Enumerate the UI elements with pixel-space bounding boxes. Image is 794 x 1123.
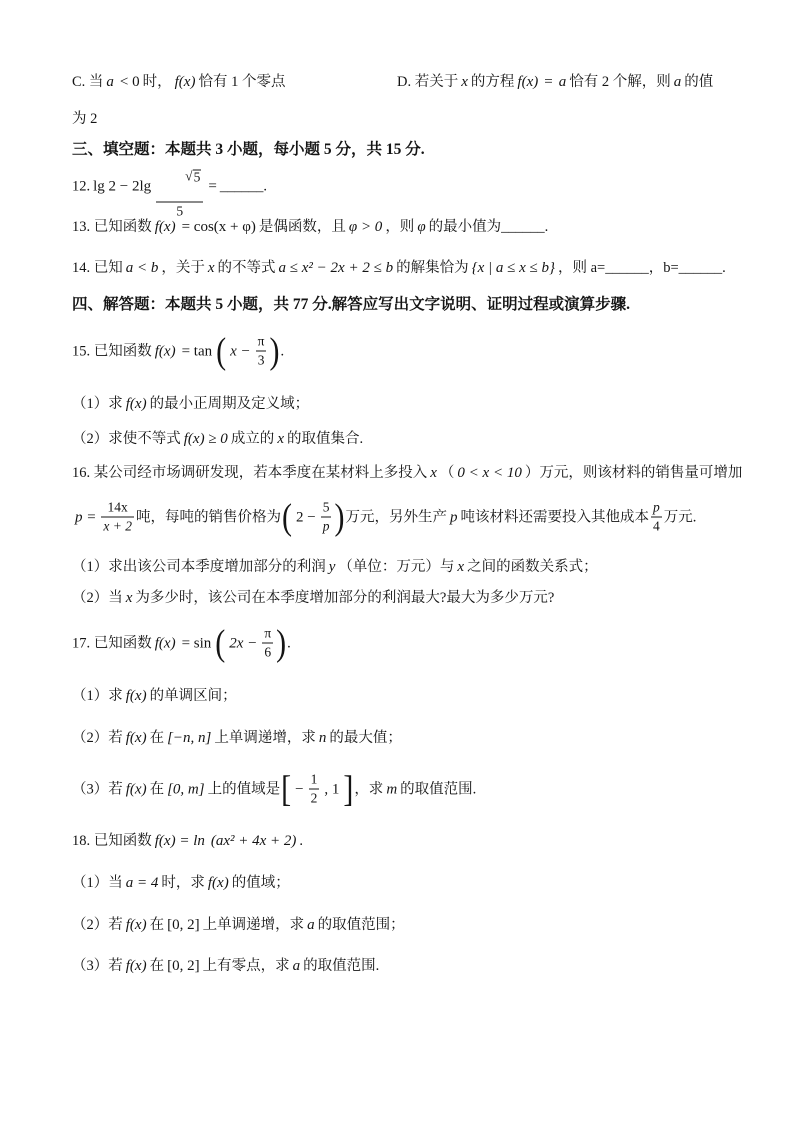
math-function: f(x)	[517, 74, 539, 90]
question-text: 恰有 1 个零点	[198, 74, 286, 90]
math-var-a: a	[307, 917, 315, 933]
fraction-denominator: 5	[176, 203, 184, 219]
question-text: 的不等式	[217, 260, 276, 276]
big-left-paren: (	[216, 329, 227, 371]
math-var-phi: φ	[417, 219, 426, 235]
part-label: （1）求	[72, 396, 123, 412]
question-text: 在	[149, 781, 165, 797]
math-var-x: x	[457, 559, 465, 575]
part-label: （1）当	[72, 875, 123, 891]
fraction	[651, 500, 662, 535]
math-condition: a < b	[125, 260, 159, 276]
math-set: {x | a ≤ x ≤ b}	[471, 260, 555, 276]
question-text: 上有零点，求	[202, 958, 290, 974]
part-label: （2）求使不等式	[72, 431, 181, 447]
part-label: （1）求出该公司本季度增加部分的利润	[72, 559, 326, 575]
math-expression: = tan	[181, 343, 213, 359]
math-expression: 2 −	[295, 509, 316, 525]
question-lead: 17. 已知函数	[72, 635, 152, 651]
option-c	[72, 72, 285, 92]
math-var-x: x	[461, 74, 468, 90]
question-text: 为 2	[72, 111, 98, 127]
answer-blank: ______	[605, 260, 649, 276]
answer-blank: ______	[219, 178, 264, 194]
option-c-label: C. 当	[72, 74, 104, 90]
math-operator: −	[295, 781, 304, 797]
fraction-numerator: 5	[321, 500, 332, 518]
question-16	[72, 463, 742, 483]
question-text: .	[299, 833, 304, 849]
question-text: 在	[149, 730, 165, 746]
radical-sign: √	[185, 168, 193, 184]
fraction-denominator: x + 2	[103, 518, 132, 534]
math-operator: =	[544, 74, 553, 90]
question-text: 的方程	[470, 74, 515, 90]
big-left-paren: (	[215, 621, 226, 663]
option-d-label: D. 若关于	[397, 74, 459, 90]
question-text: 上单调递增，求	[214, 730, 316, 746]
big-right-paren: )	[269, 329, 280, 371]
question-text: 的值	[684, 74, 714, 90]
math-range: 0 < x < 10	[457, 465, 522, 481]
part-label: （2）若	[72, 730, 123, 746]
question-text: 在	[149, 958, 165, 974]
math-expression: (ax² + 4x + 2)	[210, 833, 297, 849]
question-text: 万元，另外生产	[345, 509, 447, 525]
q15-part-1	[72, 394, 309, 414]
math-var-x: x	[430, 465, 437, 481]
part-label: （1）求	[72, 688, 123, 704]
q16-part-2	[72, 588, 554, 608]
math-function: f(x)	[154, 635, 176, 651]
math-expression: = sin	[181, 635, 212, 651]
part-label: （3）若	[72, 781, 123, 797]
question-text: ，b=	[648, 260, 679, 276]
question-text: 时，求	[161, 875, 205, 891]
question-text: 吨该材料还需要投入其他成本	[460, 509, 649, 525]
fraction	[309, 772, 320, 807]
part-label: （2）当	[72, 590, 123, 606]
q18-part-2	[72, 915, 405, 935]
question-text: .	[722, 260, 726, 276]
math-function: f(x)	[174, 74, 196, 90]
big-right-bracket: ]	[343, 767, 354, 809]
big-left-bracket: [	[281, 767, 292, 809]
question-text: 恰有 2 个解，则	[569, 74, 671, 90]
fraction	[256, 334, 267, 369]
question-18	[72, 831, 303, 851]
question-text: .	[287, 635, 291, 651]
math-condition: φ > 0	[348, 219, 383, 235]
question-17	[72, 621, 291, 663]
section-heading-answer	[72, 295, 630, 315]
question-text: 的最小值为	[428, 219, 502, 235]
question-lead: 15. 已知函数	[72, 343, 152, 359]
math-interval: [0, 2]	[167, 917, 200, 933]
question-text: 上的值域是	[207, 781, 281, 797]
math-expression: 2x −	[229, 635, 258, 651]
question-lead: 13. 已知函数	[72, 219, 152, 235]
question-text: 万元，则该材料的销售量可增加	[539, 465, 743, 481]
question-text: 为多少时，该公司在本季度增加部分的利润最大?最大为多少万元?	[135, 590, 555, 606]
answer-blank: ______	[678, 260, 723, 276]
math-inequality: a ≤ x² − 2x + 2 ≤ b	[278, 260, 394, 276]
q18-part-1	[72, 873, 290, 893]
math-var-n: n	[318, 730, 327, 746]
math-var-a: a	[106, 74, 114, 90]
square-root	[185, 169, 201, 185]
option-d-continuation	[72, 109, 97, 129]
q16-part-1	[72, 557, 598, 577]
question-text: 的解集恰为	[396, 260, 469, 276]
big-right-paren: )	[334, 495, 345, 537]
question-lead: 16. 某公司经市场调研发现，若本季度在某材料上多投入	[72, 465, 428, 481]
question-text: ）	[524, 465, 540, 481]
part-label: （3）若	[72, 958, 123, 974]
question-text: （	[439, 465, 455, 481]
math-expression: p =	[75, 509, 97, 525]
question-text: ，则	[385, 219, 415, 235]
question-text: 时，	[142, 74, 172, 90]
fraction-denominator: p	[322, 518, 330, 534]
math-function: f(x)	[154, 219, 176, 235]
answer-blank: ______	[501, 219, 545, 235]
question-text: .	[544, 219, 549, 235]
question-text: （单位：万元）与	[338, 559, 455, 575]
math-operator: =	[208, 178, 217, 194]
fraction-numerator	[156, 153, 203, 203]
question-text: 是偶函数，且	[258, 219, 346, 235]
question-text: 的最小正周期及定义域；	[149, 396, 310, 412]
fraction	[321, 500, 332, 535]
fraction-denominator: 2	[310, 790, 318, 806]
question-12	[72, 153, 267, 220]
question-text: 成立的	[230, 431, 275, 447]
question-text: .	[280, 343, 285, 359]
fraction-denominator: 6	[264, 644, 272, 660]
math-function: f(x)	[125, 958, 147, 974]
fraction	[262, 626, 273, 661]
math-function: f(x)	[125, 917, 147, 933]
fraction-denominator: 3	[257, 352, 265, 368]
math-var-m: m	[386, 781, 398, 797]
math-function: f(x)	[125, 688, 147, 704]
question-text: 在	[149, 917, 165, 933]
math-var-a: a	[292, 958, 301, 974]
question-text: 吨，每吨的销售价格为	[135, 509, 281, 525]
question-text: .	[263, 178, 267, 194]
math-var-y: y	[328, 559, 336, 575]
math-expression: lg 2 − 2lg	[93, 178, 152, 194]
option-d	[397, 72, 713, 92]
part-label: （2）若	[72, 917, 123, 933]
fraction-numerator: π	[256, 334, 267, 352]
fraction	[156, 153, 203, 220]
math-interval: [0, 2]	[167, 958, 200, 974]
math-function: f(x)	[125, 396, 147, 412]
math-interval: [0, m]	[167, 781, 205, 797]
question-text: ，关于	[161, 260, 205, 276]
section-heading-text: 三、填空题：本题共 3 小题，每小题 5 分，共 15 分.	[72, 141, 425, 158]
radicand: 5	[193, 169, 201, 185]
question-text: 万元.	[663, 509, 697, 525]
math-var-a: a	[673, 74, 682, 90]
math-expression: x −	[230, 343, 251, 359]
math-condition: a = 4	[125, 875, 159, 891]
math-var-x: x	[207, 260, 215, 276]
math-interval: [−n, n]	[167, 730, 212, 746]
math-function: f(x)	[207, 875, 229, 891]
fraction-numerator: 1	[309, 772, 320, 790]
section-heading-text: 四、解答题：本题共 5 小题，共 77 分.解答应写出文字说明、证明过程或演算步骤.	[72, 296, 631, 313]
question-13	[72, 217, 548, 237]
math-function: f(x)	[125, 730, 147, 746]
question-text: 上单调递增，求	[202, 917, 305, 933]
q18-part-3	[72, 956, 379, 976]
q17-part-3	[72, 767, 477, 809]
question-16-continued	[72, 495, 697, 537]
math-inequality: f(x) ≥ 0	[183, 431, 228, 447]
question-text: 的最大值；	[329, 730, 402, 746]
question-lead: 18. 已知函数	[72, 833, 152, 849]
fraction-denominator: 4	[652, 518, 660, 534]
math-var-a: a	[558, 74, 567, 90]
fraction-numerator: π	[262, 626, 273, 644]
math-expression: = cos(x + φ)	[181, 219, 256, 235]
question-text: 的取值范围；	[317, 917, 405, 933]
fraction	[101, 500, 134, 535]
fraction-numerator: p	[651, 500, 662, 518]
question-text: 的取值集合.	[286, 431, 364, 447]
question-lead: 14. 已知	[72, 260, 123, 276]
math-function: f(x)	[125, 781, 147, 797]
question-text: 的单调区间；	[149, 688, 237, 704]
math-condition: < 0	[119, 74, 140, 90]
math-var-x: x	[125, 590, 133, 606]
question-15	[72, 329, 285, 371]
q15-part-2	[72, 429, 363, 449]
question-text: 的取值范围.	[303, 958, 380, 974]
math-expression: , 1	[324, 781, 340, 797]
q17-part-2	[72, 728, 402, 748]
question-text: 之间的函数关系式；	[467, 559, 598, 575]
q17-part-1	[72, 686, 237, 706]
math-function: f(x) = ln	[154, 833, 205, 849]
big-left-paren: (	[281, 495, 292, 537]
math-var-p: p	[449, 509, 458, 525]
math-var-x: x	[277, 431, 284, 447]
big-right-paren: )	[276, 621, 287, 663]
question-number: 12.	[72, 178, 91, 194]
question-14	[72, 258, 726, 278]
question-text: ，则 a=	[557, 260, 606, 276]
math-function: f(x)	[154, 343, 176, 359]
fraction-numerator: 14x	[101, 500, 134, 518]
question-text: 的取值范围.	[400, 781, 477, 797]
question-text: 的值域；	[231, 875, 290, 891]
question-text: ，求	[354, 781, 384, 797]
